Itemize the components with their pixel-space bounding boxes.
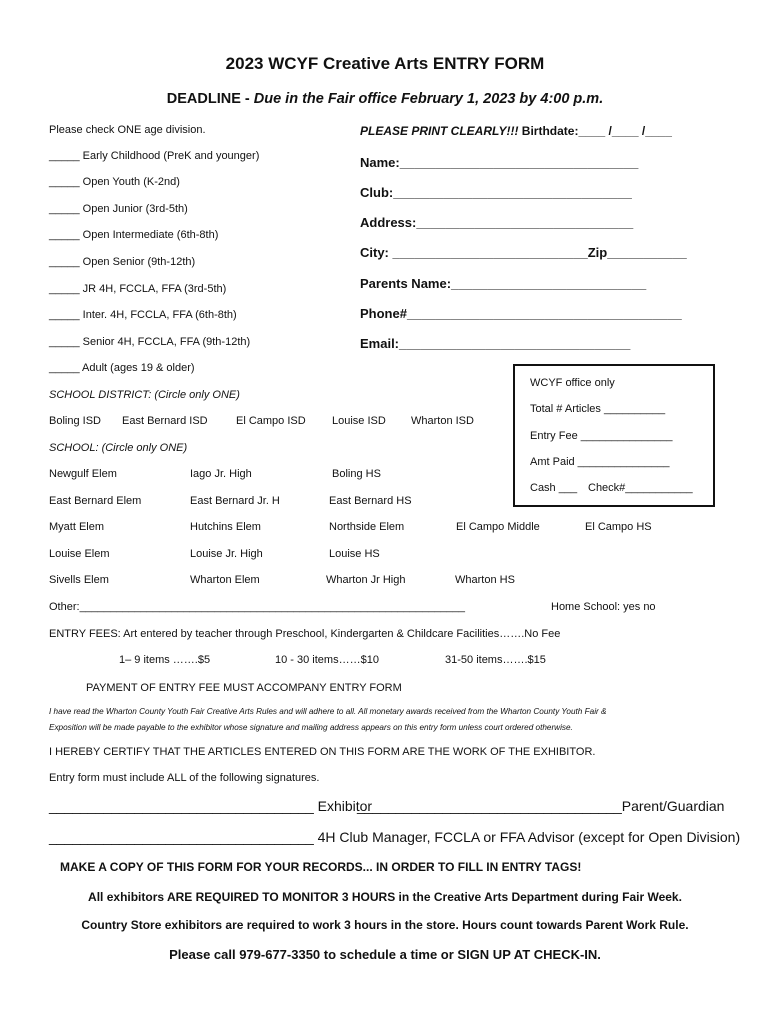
office-amt-paid: Amt Paid _______________ [530,456,670,468]
print-clearly-note: PLEASE PRINT CLEARLY!!! [360,124,519,138]
payment-note: PAYMENT OF ENTRY FEE MUST ACCOMPANY ENTRY FORM [86,682,402,694]
birthdate-field[interactable]: Birthdate:____ /____ /____ [521,124,672,138]
school-east-bernard-jr-h[interactable]: East Bernard Jr. H [190,495,280,507]
name-field[interactable]: Name:_________________________________ [360,155,639,170]
office-check: Check#___________ [588,482,693,494]
school-el-campo-middle[interactable]: El Campo Middle [456,521,540,533]
district-el-campo-isd[interactable]: El Campo ISD [236,415,306,427]
monitor-requirement: All exhibitors ARE REQUIRED TO MONITOR 3 HOURS in the Creative Arts Department during Fair Week. [88,890,682,904]
parents-name-field[interactable]: Parents Name:___________________________ [360,276,647,291]
school-east-bernard-elem[interactable]: East Bernard Elem [49,495,142,507]
certify-statement: I HEREBY CERTIFY THAT THE ARTICLES ENTERED ON THIS FORM ARE THE WORK OF THE EXHIBITOR. [49,746,596,758]
school-district-label: SCHOOL DISTRICT: (Circle only ONE) [49,389,240,401]
age-option-open-youth[interactable]: _____ Open Youth (K-2nd) [49,176,180,188]
deadline-date: Due in the Fair office February 1, 2023 by 4:00 p.m. [253,91,604,107]
school-label: SCHOOL: (Circle only ONE) [49,442,188,454]
school-east-bernard-hs[interactable]: East Bernard HS [329,495,412,507]
print-clearly-birthdate [360,124,672,138]
address-field[interactable]: Address:______________________________ [360,215,634,230]
school-boling-hs[interactable]: Boling HS [332,468,381,480]
district-boling-isd[interactable]: Boling ISD [49,415,101,427]
form-title: 2023 WCYF Creative Arts ENTRY FORM [225,54,545,73]
school-other-field[interactable]: Other:_______________________________________________________________ [49,601,465,613]
club-field[interactable]: Club:_________________________________ [360,185,632,200]
office-box-title: WCYF office only [530,377,615,389]
school-wharton-elem[interactable]: Wharton Elem [190,574,260,586]
school-iago-jr-high[interactable]: Iago Jr. High [190,468,252,480]
school-hutchins-elem[interactable]: Hutchins Elem [190,521,261,533]
school-el-campo-hs[interactable]: El Campo HS [585,521,652,533]
country-store-note: Country Store exhibitors are required to work 3 hours in the store. Hours count towards Parent Work Rule. [81,918,689,932]
school-louise-jr-high[interactable]: Louise Jr. High [190,548,263,560]
advisor-signature-line[interactable]: __________________________________ 4H Club Manager, FCCLA or FFA Advisor (except for Open Division) [49,829,741,845]
district-east-bernard-isd[interactable]: East Bernard ISD [122,415,208,427]
school-wharton-jr-high[interactable]: Wharton Jr High [326,574,406,586]
age-option-adult[interactable]: _____ Adult (ages 19 & older) [49,362,195,374]
call-to-schedule: Please call 979-677-3350 to schedule a time or SIGN UP AT CHECK-IN. [169,947,601,962]
agreement-line-1: I have read the Wharton County Youth Fair Creative Arts Rules and will adhere to all. All monetary awards received from the Wharton County Youth Fair & [49,707,607,716]
school-louise-elem[interactable]: Louise Elem [49,548,110,560]
fee-tier-2: 10 - 30 items……$10 [275,654,379,666]
district-wharton-isd[interactable]: Wharton ISD [411,415,474,427]
fee-tier-1: 1– 9 items …….$5 [119,654,211,666]
age-option-early-childhood[interactable]: _____ Early Childhood (PreK and younger) [49,150,260,162]
city-zip-field[interactable]: City: ___________________________Zip___________ [360,245,687,260]
email-field[interactable]: Email:________________________________ [360,336,631,351]
agreement-line-2: Exposition will be made payable to the exhibitor whose signature and mailing address appears on this entry form unless court ordered otherwise. [49,723,573,732]
entry-fees-line: ENTRY FEES: Art entered by teacher through Preschool, Kindergarten & Childcare Facilities…….No Fee [49,628,561,640]
office-cash: Cash ___ [530,482,578,494]
age-option-jr-4h[interactable]: _____ JR 4H, FCCLA, FFA (3rd-5th) [49,283,227,295]
age-option-senior-4h[interactable]: _____ Senior 4H, FCCLA, FFA (9th-12th) [49,336,251,348]
signatures-required-note: Entry form must include ALL of the following signatures. [49,772,320,784]
age-option-open-senior[interactable]: _____ Open Senior (9th-12th) [49,256,196,268]
deadline-prefix: DEADLINE - [166,91,254,107]
office-entry-fee: Entry Fee _______________ [530,430,673,442]
age-option-inter-4h[interactable]: _____ Inter. 4H, FCCLA, FFA (6th-8th) [49,309,237,321]
fee-tier-3: 31-50 items…….$15 [445,654,546,666]
parent-signature-line[interactable]: __________________________________Parent/Guardian [357,798,725,814]
school-louise-hs[interactable]: Louise HS [329,548,380,560]
age-option-open-junior[interactable]: _____ Open Junior (3rd-5th) [49,203,188,215]
school-northside-elem[interactable]: Northside Elem [329,521,405,533]
school-newgulf-elem[interactable]: Newgulf Elem [49,468,117,480]
exhibitor-signature-line[interactable]: __________________________________ Exhibitor [49,798,373,814]
district-louise-isd[interactable]: Louise ISD [332,415,386,427]
office-total-articles: Total # Articles __________ [530,403,666,415]
deadline-line [0,91,770,107]
phone-field[interactable]: Phone#______________________________________ [360,306,682,321]
home-school-choice[interactable]: Home School: yes no [551,601,656,613]
school-wharton-hs[interactable]: Wharton HS [455,574,515,586]
copy-records-note: MAKE A COPY OF THIS FORM FOR YOUR RECORDS... IN ORDER TO FILL IN ENTRY TAGS! [60,860,582,874]
age-division-instruction: Please check ONE age division. [49,124,206,136]
age-option-open-intermediate[interactable]: _____ Open Intermediate (6th-8th) [49,229,219,241]
school-myatt-elem[interactable]: Myatt Elem [49,521,105,533]
school-sivells-elem[interactable]: Sivells Elem [49,574,109,586]
